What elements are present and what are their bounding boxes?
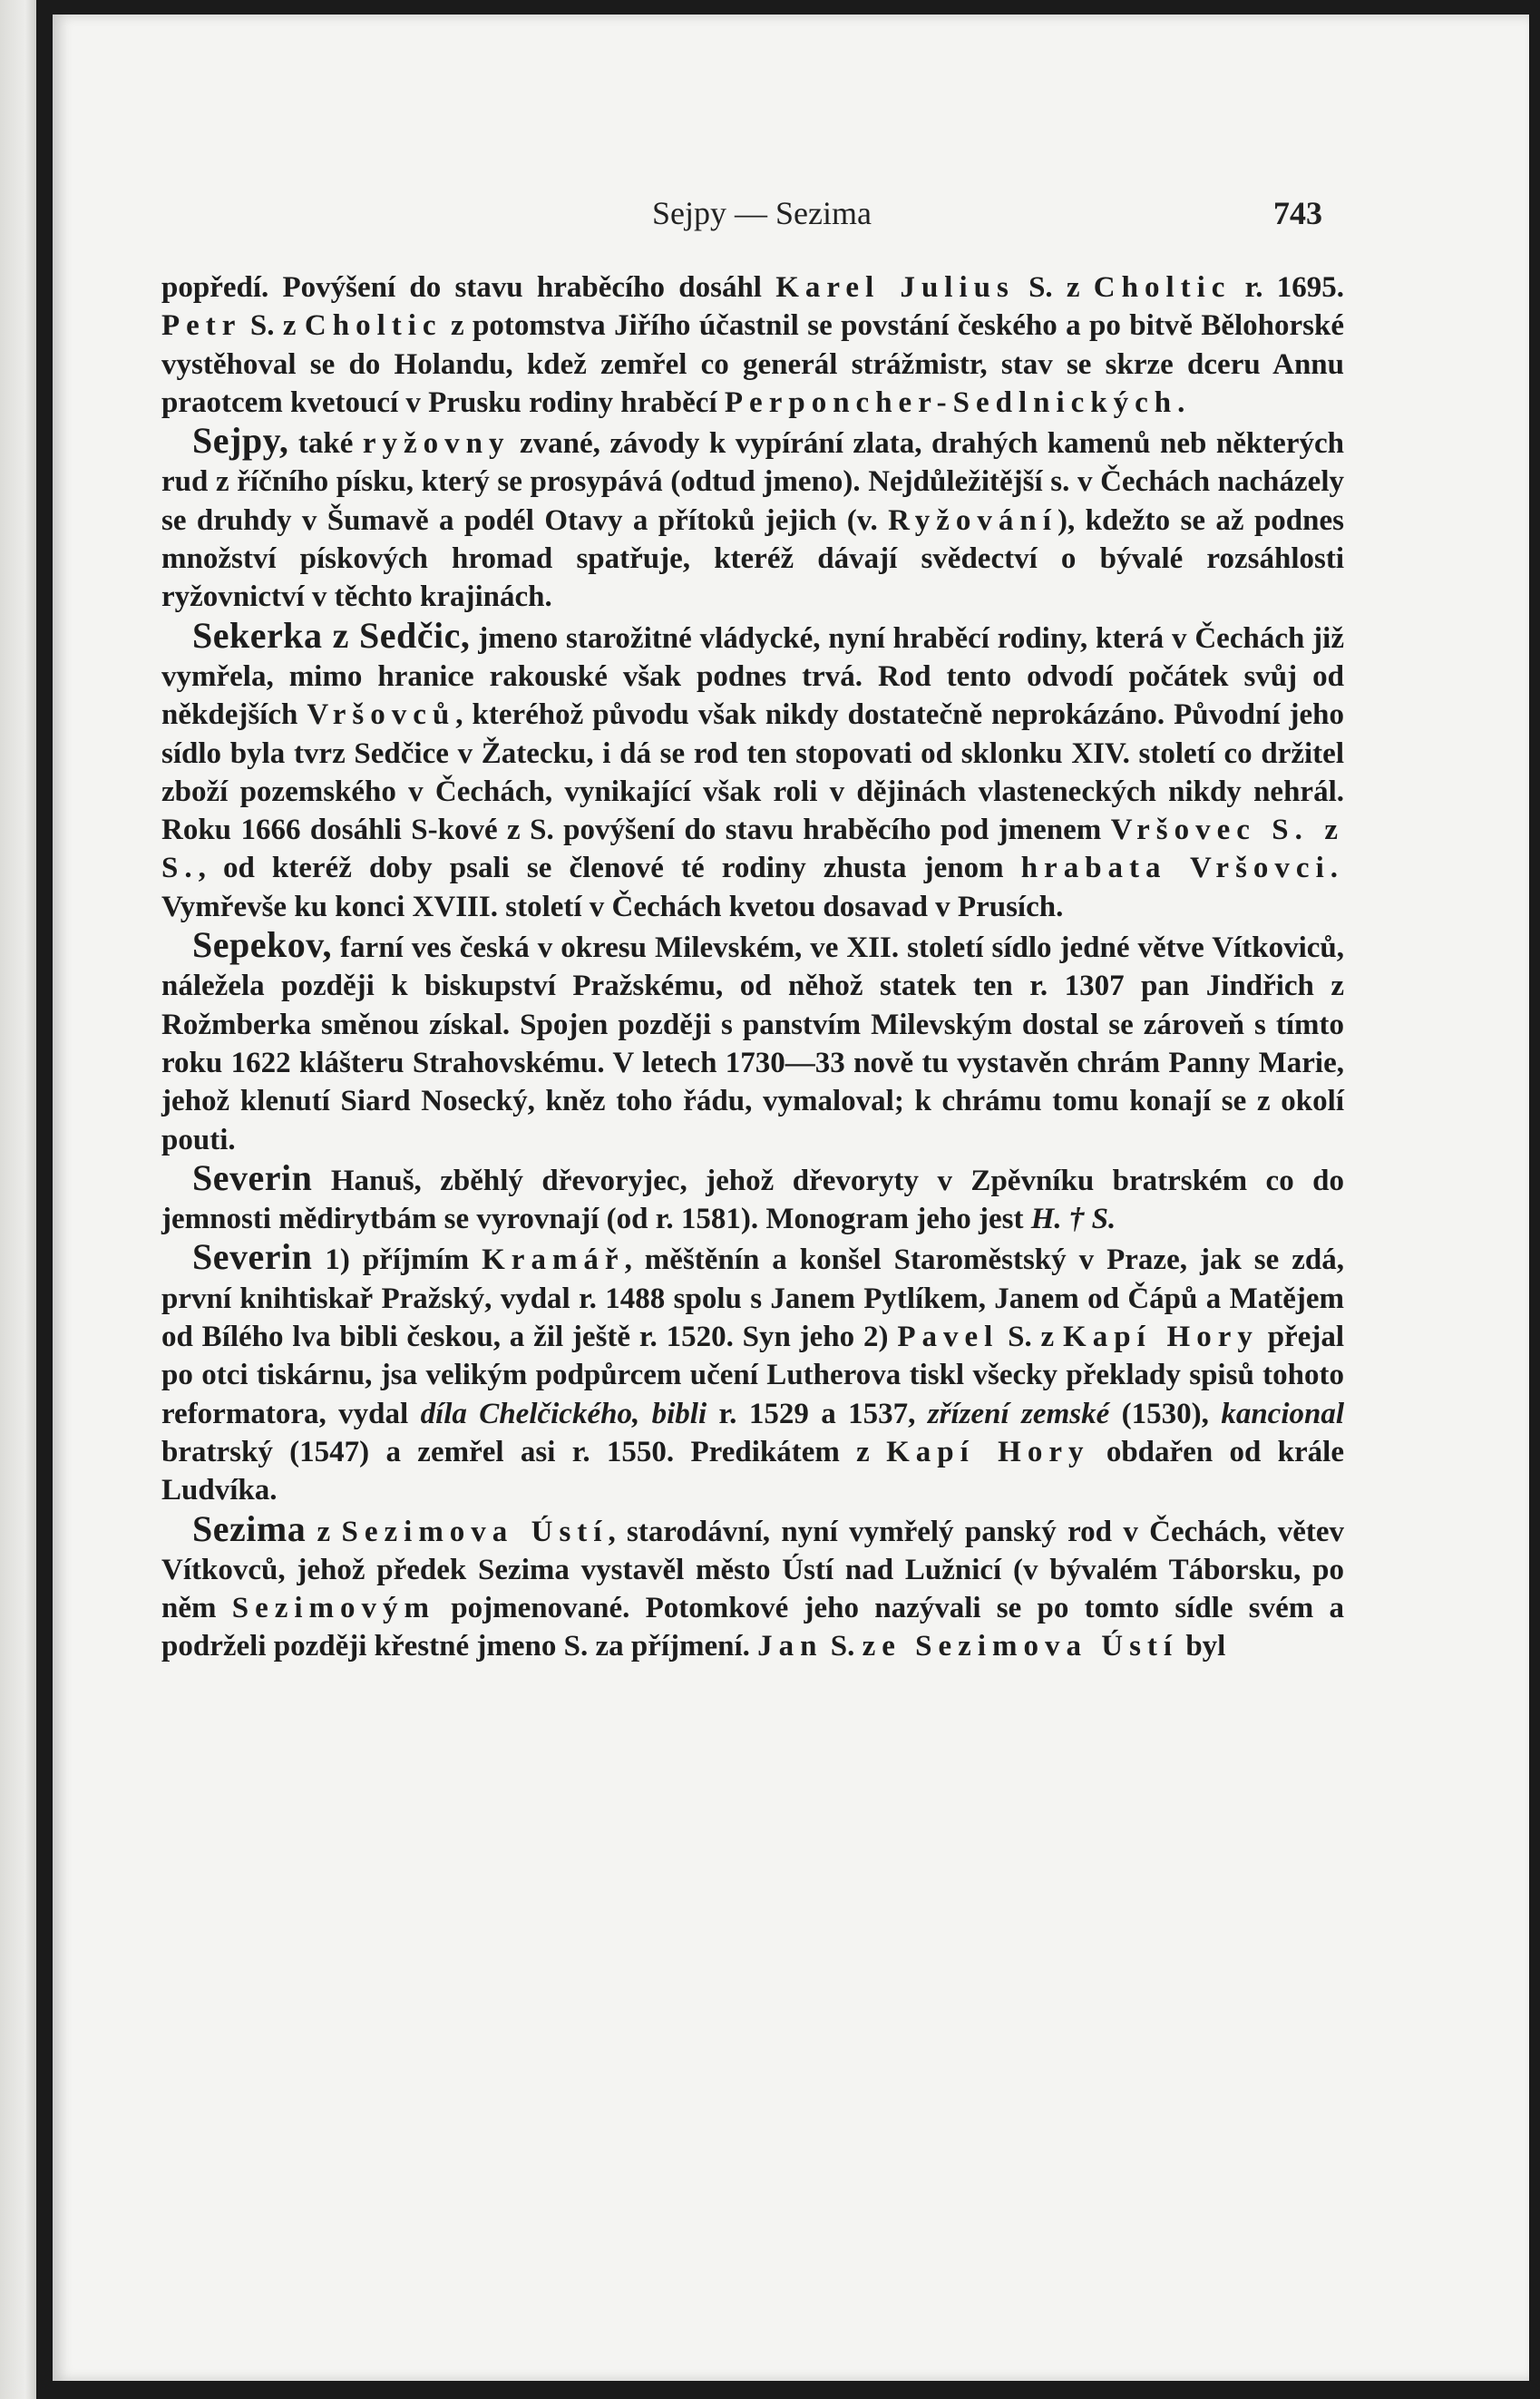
spaced-name: Kramář xyxy=(482,1243,625,1277)
spaced-name: Pavel xyxy=(897,1321,999,1354)
entry-text: S. z xyxy=(999,1321,1064,1354)
entry-text: , měštěnín a konšel Staroměstský v Praze, jak se zdá, první knihtiskař Pražský, vydal r. 1488 spolu s Janem Pytlíkem, Janem od Čápů a Matějem od Bílého lva bibli českou, a žil ještě r. 1520. Syn jeho 2) xyxy=(161,1243,1345,1354)
entry-text: S. z xyxy=(241,309,305,343)
spaced-name: Choltic xyxy=(304,309,443,343)
entry-text: (1530), xyxy=(1109,1397,1222,1430)
spaced-name: ze Sezimova Ústí xyxy=(862,1630,1179,1663)
entry-text: r. 1695. xyxy=(1231,271,1345,304)
entry-text: Vymřevše ku konci XVIII. století v Čechách kvetou dosavad v Prusích. xyxy=(161,890,1064,923)
entry-headword: Sejpy, xyxy=(192,420,289,462)
spaced-name: Ryžování xyxy=(888,503,1058,537)
entry-headword: Sepekov, xyxy=(192,924,333,966)
spaced-name: Sezimovým xyxy=(231,1592,436,1625)
spaced-name: Perponcher-Sedlnických. xyxy=(724,385,1192,419)
entry-text: zvané, závody k vypírání zlata, drahých kamenů neb některých rud z říčního písku, který se prosypává (odtud jmeno). Nejdůležitější s. v Čechách nacházely se druhdy v Šumavě a podél Otavy a přítoků jejich (v. xyxy=(161,427,1344,537)
entry-text: přejal po otci tiskárnu, jsa velikým podpůrcem učení Lutherova tiskl všecky překlady spisů tohoto reformatora, vydal xyxy=(161,1321,1345,1430)
spaced-name: Karel Julius xyxy=(775,271,1015,304)
dictionary-entry xyxy=(161,1507,1344,1666)
entry-text: bratrský (1547) a zemřel asi r. 1550. Predikátem z xyxy=(161,1435,887,1468)
spaced-name: ryžovny xyxy=(362,427,511,461)
entry-text: také xyxy=(288,427,363,461)
spaced-name: Vršovců xyxy=(307,698,456,732)
dictionary-entry xyxy=(161,1156,1344,1239)
entry-text: obdařen od krále Ludvíka. xyxy=(161,1435,1344,1507)
spaced-name: Vršovec S. z S. xyxy=(161,814,1345,885)
entry-headword: Sezima xyxy=(192,1507,307,1549)
dictionary-entry xyxy=(161,614,1345,926)
page-header xyxy=(53,194,1529,239)
entry-text: z potomstva Jiřího účastnil se povstání českého a po bitvě Bělohorské vystěhoval se do Holandu, kdež zemřel co generál strážmistr, stav se skrze dceru Annu praotcem kvetoucí v Prusku rodiny hraběcí xyxy=(161,309,1344,419)
entry-text: , starodávní, nyní vymřelý panský rod v Čechách, větev Vítkovců, jehož předek Sezima vystavěl město Ústí nad Lužnicí (v bývalém Táborsku, po něm xyxy=(161,1515,1344,1625)
spaced-name: hrabata Vršovci. xyxy=(1020,852,1344,885)
spaced-name: Kapí Hory xyxy=(886,1435,1090,1468)
entry-text: Hanuš, zběhlý dřevoryjec, jehož dřevoryty v Zpěvníku bratrském co do jemnosti mědirytbám se vyrovnají (od r. 1581). Monogram jeho jest xyxy=(161,1164,1344,1236)
italic-text: zřízení zemské xyxy=(927,1397,1110,1430)
entry-text: z xyxy=(306,1515,342,1548)
dictionary-text xyxy=(161,268,1344,1666)
entry-text: ), kdežto se až podnes množství pískových hromad spatřuje, kteréž dávají svědectví o bývalé rozsáhlosti ryžovnictví v těchto krajinách. xyxy=(161,503,1344,614)
entry-headword: Severin xyxy=(192,1236,313,1278)
dictionary-entry xyxy=(161,926,1344,1159)
spaced-name: Jan xyxy=(757,1630,824,1663)
entry-text: farní ves česká v okresu Milevském, ve XII. století sídlo jedné větve Vítkoviců, náležela později k biskupství Pražskému, od něhož statek ten r. 1307 pan Jindřich z Rožmberka směnou získal. Spojen později s panstvím Milevským dostal se zároveň s tímto roku 1622 klášteru Strahovskému. V letech 1730—33 nově tu vystavěn chrám Panny Marie, jehož klenutí Siard Nosecký, kněz toho řádu, vymaloval; k chrámu tomu konají se z okolí pouti. xyxy=(161,931,1344,1156)
book-page xyxy=(53,15,1529,2381)
spaced-name: Kapí Hory xyxy=(1063,1321,1259,1354)
entry-text: popředí. Povýšení do stavu hraběcího dosáhl xyxy=(161,271,776,304)
entry-headword: Sekerka z Sedčic, xyxy=(192,614,471,656)
spaced-name: Choltic xyxy=(1093,271,1232,304)
entry-text: , kteréhož původu však nikdy dostatečně neprokázáno. Původní jeho sídlo byla tvrz Sedčice v Žatecku, i dá se rod ten stopovati od sklonku XIV. století co držitel zboží pozemského v Čechách, vynikající však roli v dějinách vlasteneckých nikdy nehrál. Roku 1666 dosáhli S-kové z S. povýšení do stavu hraběcího pod jmenem xyxy=(161,698,1344,847)
adjacent-page-edge xyxy=(0,0,36,2399)
entry-text: , od kteréž doby psali se členové té rodiny zhusta jenom xyxy=(198,852,1021,885)
entry-text: S. xyxy=(823,1630,863,1663)
italic-text: kancional xyxy=(1221,1397,1345,1430)
italic-text: H. † S. xyxy=(1030,1203,1116,1236)
dictionary-entry xyxy=(161,268,1344,422)
entry-text: pojmenované. Potomkové jeho nazývali se po tomto sídle svém a podrželi později křestné jmeno S. za příjmení. xyxy=(161,1592,1344,1663)
entry-text: 1) příjmím xyxy=(312,1243,482,1277)
entry-text: S. z xyxy=(1014,271,1094,304)
page-number: 743 xyxy=(1273,195,1322,231)
dictionary-entry xyxy=(161,1238,1344,1509)
spaced-name: Petr xyxy=(161,309,242,343)
dictionary-entry xyxy=(161,422,1344,616)
entry-text: jmeno starožitné vládycké, nyní hraběcí rodiny, která v Čechách již vymřela, mimo hranice rakouské však podnes trvá. Rod tento odvodí počátek svůj od někdejších xyxy=(161,621,1344,732)
italic-text: díla Chelčického, bibli xyxy=(420,1397,707,1430)
running-title: Sejpy — Sezima xyxy=(652,195,872,231)
spaced-name: Sezimova Ústí xyxy=(341,1515,609,1548)
entry-text: byl xyxy=(1178,1630,1226,1663)
entry-text: r. 1529 a 1537, xyxy=(707,1397,928,1430)
entry-headword: Severin xyxy=(192,1156,313,1198)
